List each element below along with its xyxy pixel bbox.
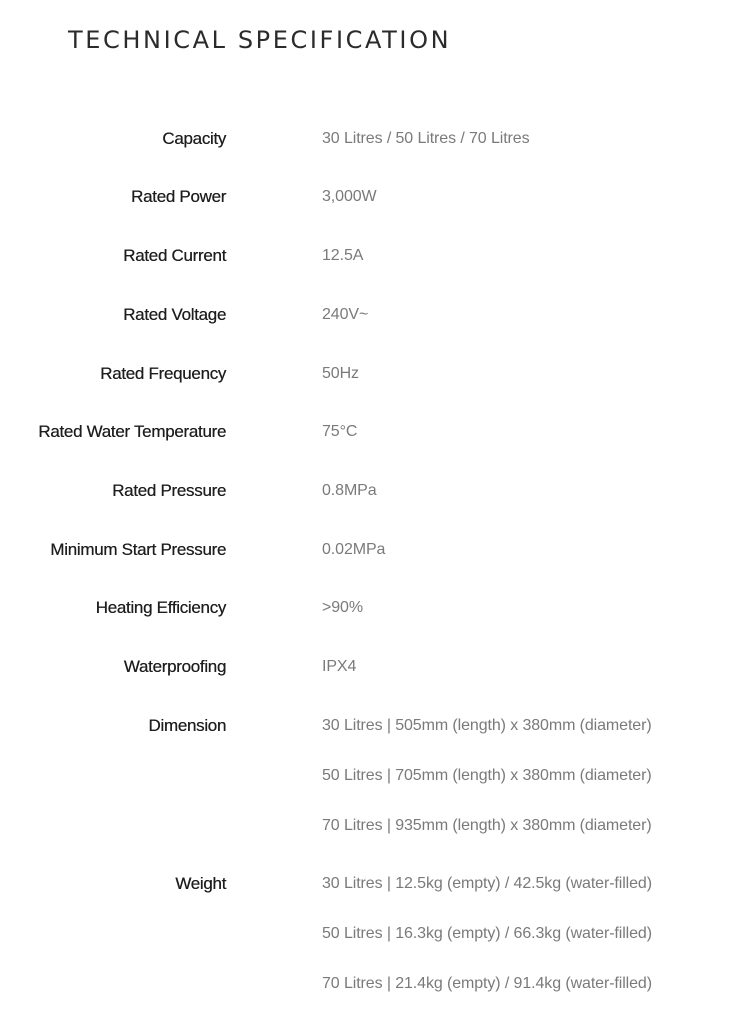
spec-value: 75°C <box>322 423 358 440</box>
spec-value: 30 Litres | 505mm (length) x 380mm (diameter) <box>322 717 652 734</box>
spec-values <box>322 657 356 677</box>
spec-values <box>322 246 363 266</box>
spec-label: Weight <box>175 874 226 893</box>
spec-values <box>322 716 652 836</box>
spec-label: Rated Voltage <box>123 305 226 324</box>
spec-label: Dimension <box>148 716 226 735</box>
spec-label: Capacity <box>162 129 226 148</box>
spec-value: 50 Litres | 16.3kg (empty) / 66.3kg (water-filled) <box>322 925 652 942</box>
spec-value: 70 Litres | 935mm (length) x 380mm (diameter) <box>322 817 652 834</box>
spec-label: Heating Efficiency <box>95 598 226 617</box>
spec-value: 0.8MPa <box>322 482 377 499</box>
spec-value: 3,000W <box>322 188 377 205</box>
spec-values <box>322 598 363 618</box>
spec-label: Rated Power <box>131 187 226 206</box>
spec-value: 30 Litres | 12.5kg (empty) / 42.5kg (water-filled) <box>322 875 652 892</box>
spec-values <box>322 129 529 149</box>
spec-values <box>322 874 652 994</box>
page-title: TECHNICAL SPECIFICATION <box>68 26 452 54</box>
spec-value: 0.02MPa <box>322 541 386 558</box>
spec-value: 70 Litres | 21.4kg (empty) / 91.4kg (water-filled) <box>322 975 652 992</box>
spec-values <box>322 305 368 325</box>
spec-label: Rated Water Temperature <box>38 422 226 441</box>
spec-value: >90% <box>322 599 363 616</box>
spec-values <box>322 187 377 207</box>
spec-value: 12.5A <box>322 247 364 264</box>
spec-label: Minimum Start Pressure <box>50 540 226 559</box>
spec-values <box>322 540 385 560</box>
spec-label: Rated Frequency <box>100 364 226 383</box>
spec-value: IPX4 <box>322 658 357 675</box>
spec-values <box>322 364 359 384</box>
spec-value: 50 Litres | 705mm (length) x 380mm (diameter) <box>322 767 652 784</box>
spec-values <box>322 481 377 501</box>
spec-value: 240V~ <box>322 306 369 323</box>
spec-values <box>322 422 357 442</box>
spec-value: 30 Litres / 50 Litres / 70 Litres <box>322 130 530 147</box>
spec-label: Waterproofing <box>123 657 226 676</box>
spec-value: 50Hz <box>322 365 359 382</box>
spec-label: Rated Pressure <box>112 481 226 500</box>
spec-label: Rated Current <box>123 246 226 265</box>
